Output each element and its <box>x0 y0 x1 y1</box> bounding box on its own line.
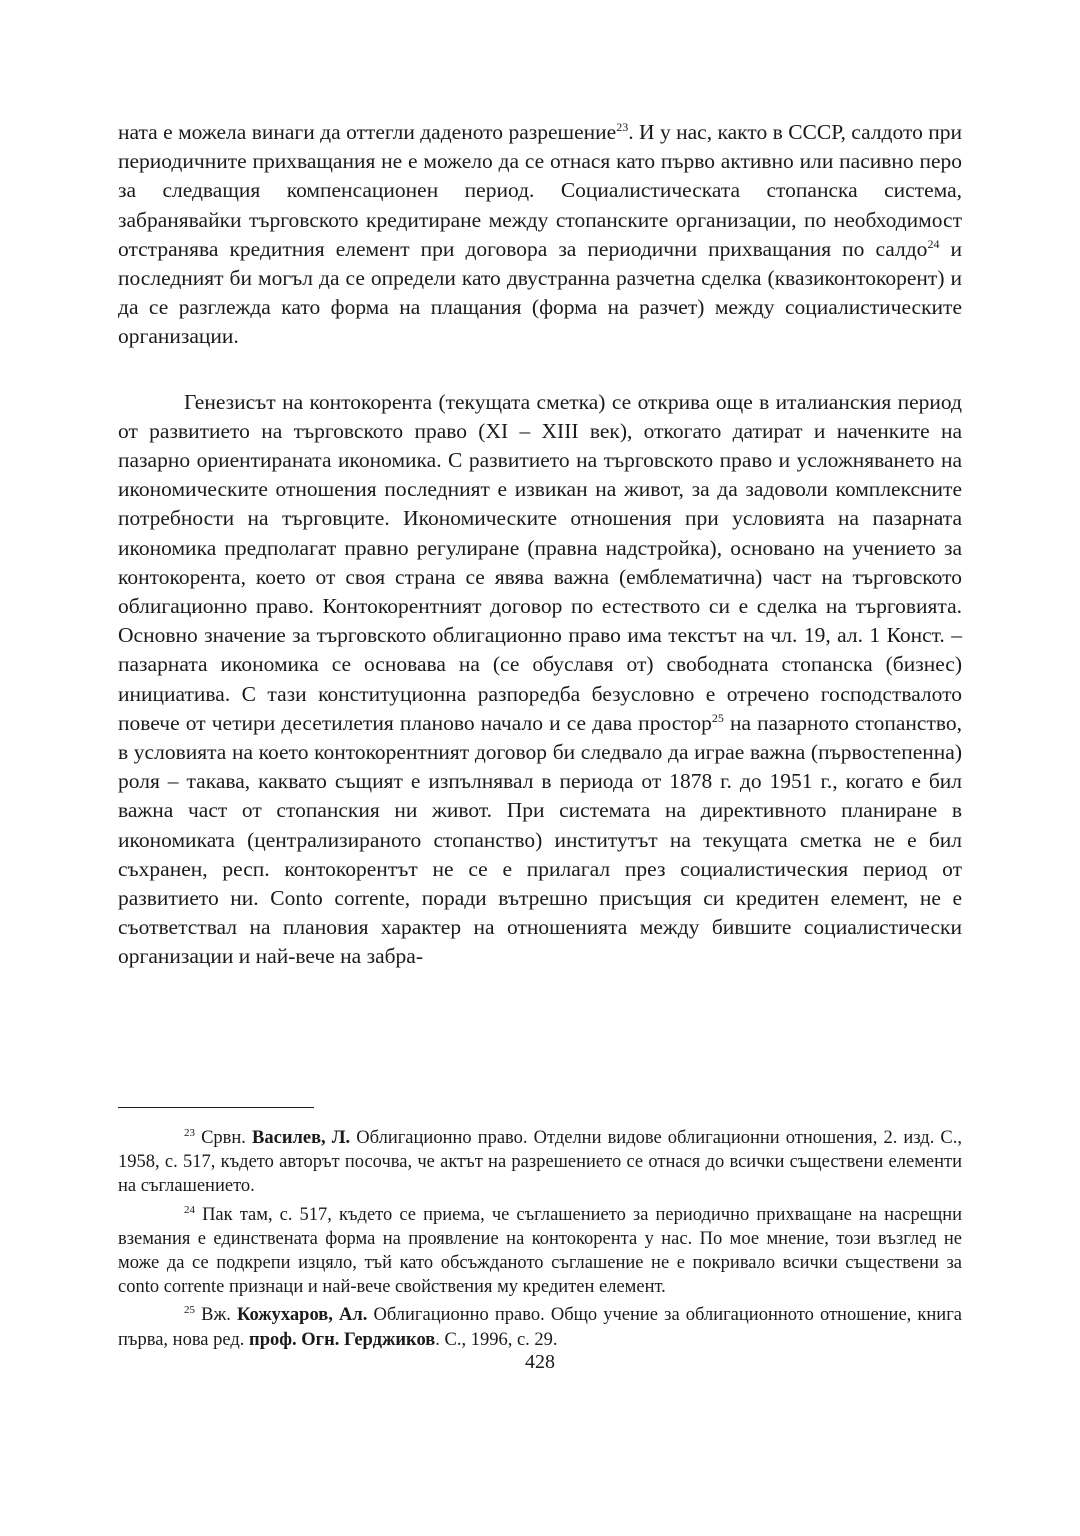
footnote-number: 23 <box>184 1126 195 1139</box>
footnote-number: 25 <box>184 1304 195 1317</box>
footnote-ref-24[interactable]: 24 <box>927 236 940 251</box>
footnote-text: Вж. <box>195 1305 237 1326</box>
footnote-ref-23[interactable]: 23 <box>616 119 629 134</box>
footnote-text: Облигационно право. Общо учение за облигационното отношение, книга първа, нова ред. <box>118 1305 962 1350</box>
footnote-24 <box>118 1203 962 1300</box>
footnote-25 <box>118 1303 962 1351</box>
paragraph-gap <box>118 352 962 388</box>
footnote-text: Облигационно право. Отделни видове облигационни отношения, 2. изд. С., 1958, с. 517, където авторът посочва, че актът на разрешението се отнася до всички съществени елементи на съглашението. <box>118 1128 963 1197</box>
text-run: . И у нас, както в СССР, салдото при периодичните прихващания не е можело да се отнася като първо активно или пасивно перо за следващия компенсационен период. Социалистическата стопанска система, забранявайки търговското кредитиране между стопанските организации, по необходимост отстранява кредитния елемент при договора за периодични прихващания по салдо <box>118 120 962 261</box>
footnotes <box>118 1126 962 1356</box>
main-text <box>118 118 962 972</box>
footnote-author: Кожухаров, Ал. <box>236 1305 368 1326</box>
footnote-ref-25[interactable]: 25 <box>711 710 724 725</box>
paragraph-2 <box>118 388 962 972</box>
page-number: 428 <box>525 1351 555 1373</box>
text-run: на пазарното стопанство, в условията на което контокорентният договор би следвало да играе важна (първостепенна) роля – такава, каквато същият е изпълнявал в периода от 1878 г. до 1951 г., когато е бил важна част от стопанския ни живот. При системата на директивното планиране в икономиката (централизираното стопанство) институтът на текущата сметка не е бил съхранен, респ. контокорентът не се е прилагал през социалистическия период от развитието ни. Conto corrente, поради вътрешно присъщия си кредитен елемент, не е съответствал на плановия характер на отношенията между бившите социалистически организации и най-вече на забра- <box>118 710 962 969</box>
text-run: ната е можела винаги да оттегли даденото разрешение <box>118 120 617 144</box>
footnote-editor: проф. Огн. Герджиков <box>249 1329 436 1350</box>
footnote-author: Василев, Л. <box>252 1128 351 1148</box>
footnote-number: 24 <box>184 1203 195 1216</box>
text-run: Генезисът на контокорента (текущата сметка) се открива още в италианския период от развитието на търговското право (XI – XIII век), откогато датират и наченките на пазарно ориентираната икономика. С развитието на търговското право и усложняването на икономическите отношения последният е извикан на живот, за да задоволи комплексните потребности на търговците. Икономическите отношения при условията на пазарната икономика предполагат правно регулиране (правна надстройка), основано на учението за контокорента, което от своя страна се явява важна (емблематична) част на търговското облигационно право. Контокорентният договор по естеството си е сделка на търговията. Основно значение за търговското облигационно право има текстът на чл. 19, ал. 1 Конст. – пазарната икономика се основава на (се обуславя от) свободната стопанска (бизнес) инициатива. С тази конституционна разпоредба безусловно е отречено господствалото повече от четири десетилетия планово начало и се дава простор <box>118 389 962 735</box>
paragraph-1 <box>118 118 962 352</box>
footnote-23 <box>118 1126 962 1199</box>
footnote-text: . С., 1996, с. 29. <box>435 1329 558 1350</box>
text-run: и последният би могъл да се определи като двустранна разчетна сделка (квазиконтокорент) и да се разглежда като форма на плащания (форма на разчет) между социалистическите организации. <box>118 236 963 349</box>
footnote-text: Пак там, с. 517, където се приема, че съглашението за периодично прихващане на насрещни вземания е единствената форма на проявление на контокорента у нас. По мое мнение, този възглед не може да се подкрепи изцяло, тъй като обсъжданото съглашение не е покривало всички съществени за conto corrente признаци и най-вече свойствения му кредитен елемент. <box>118 1204 962 1298</box>
footnote-text: Срвн. <box>195 1128 253 1148</box>
footnote-separator <box>118 1107 314 1108</box>
